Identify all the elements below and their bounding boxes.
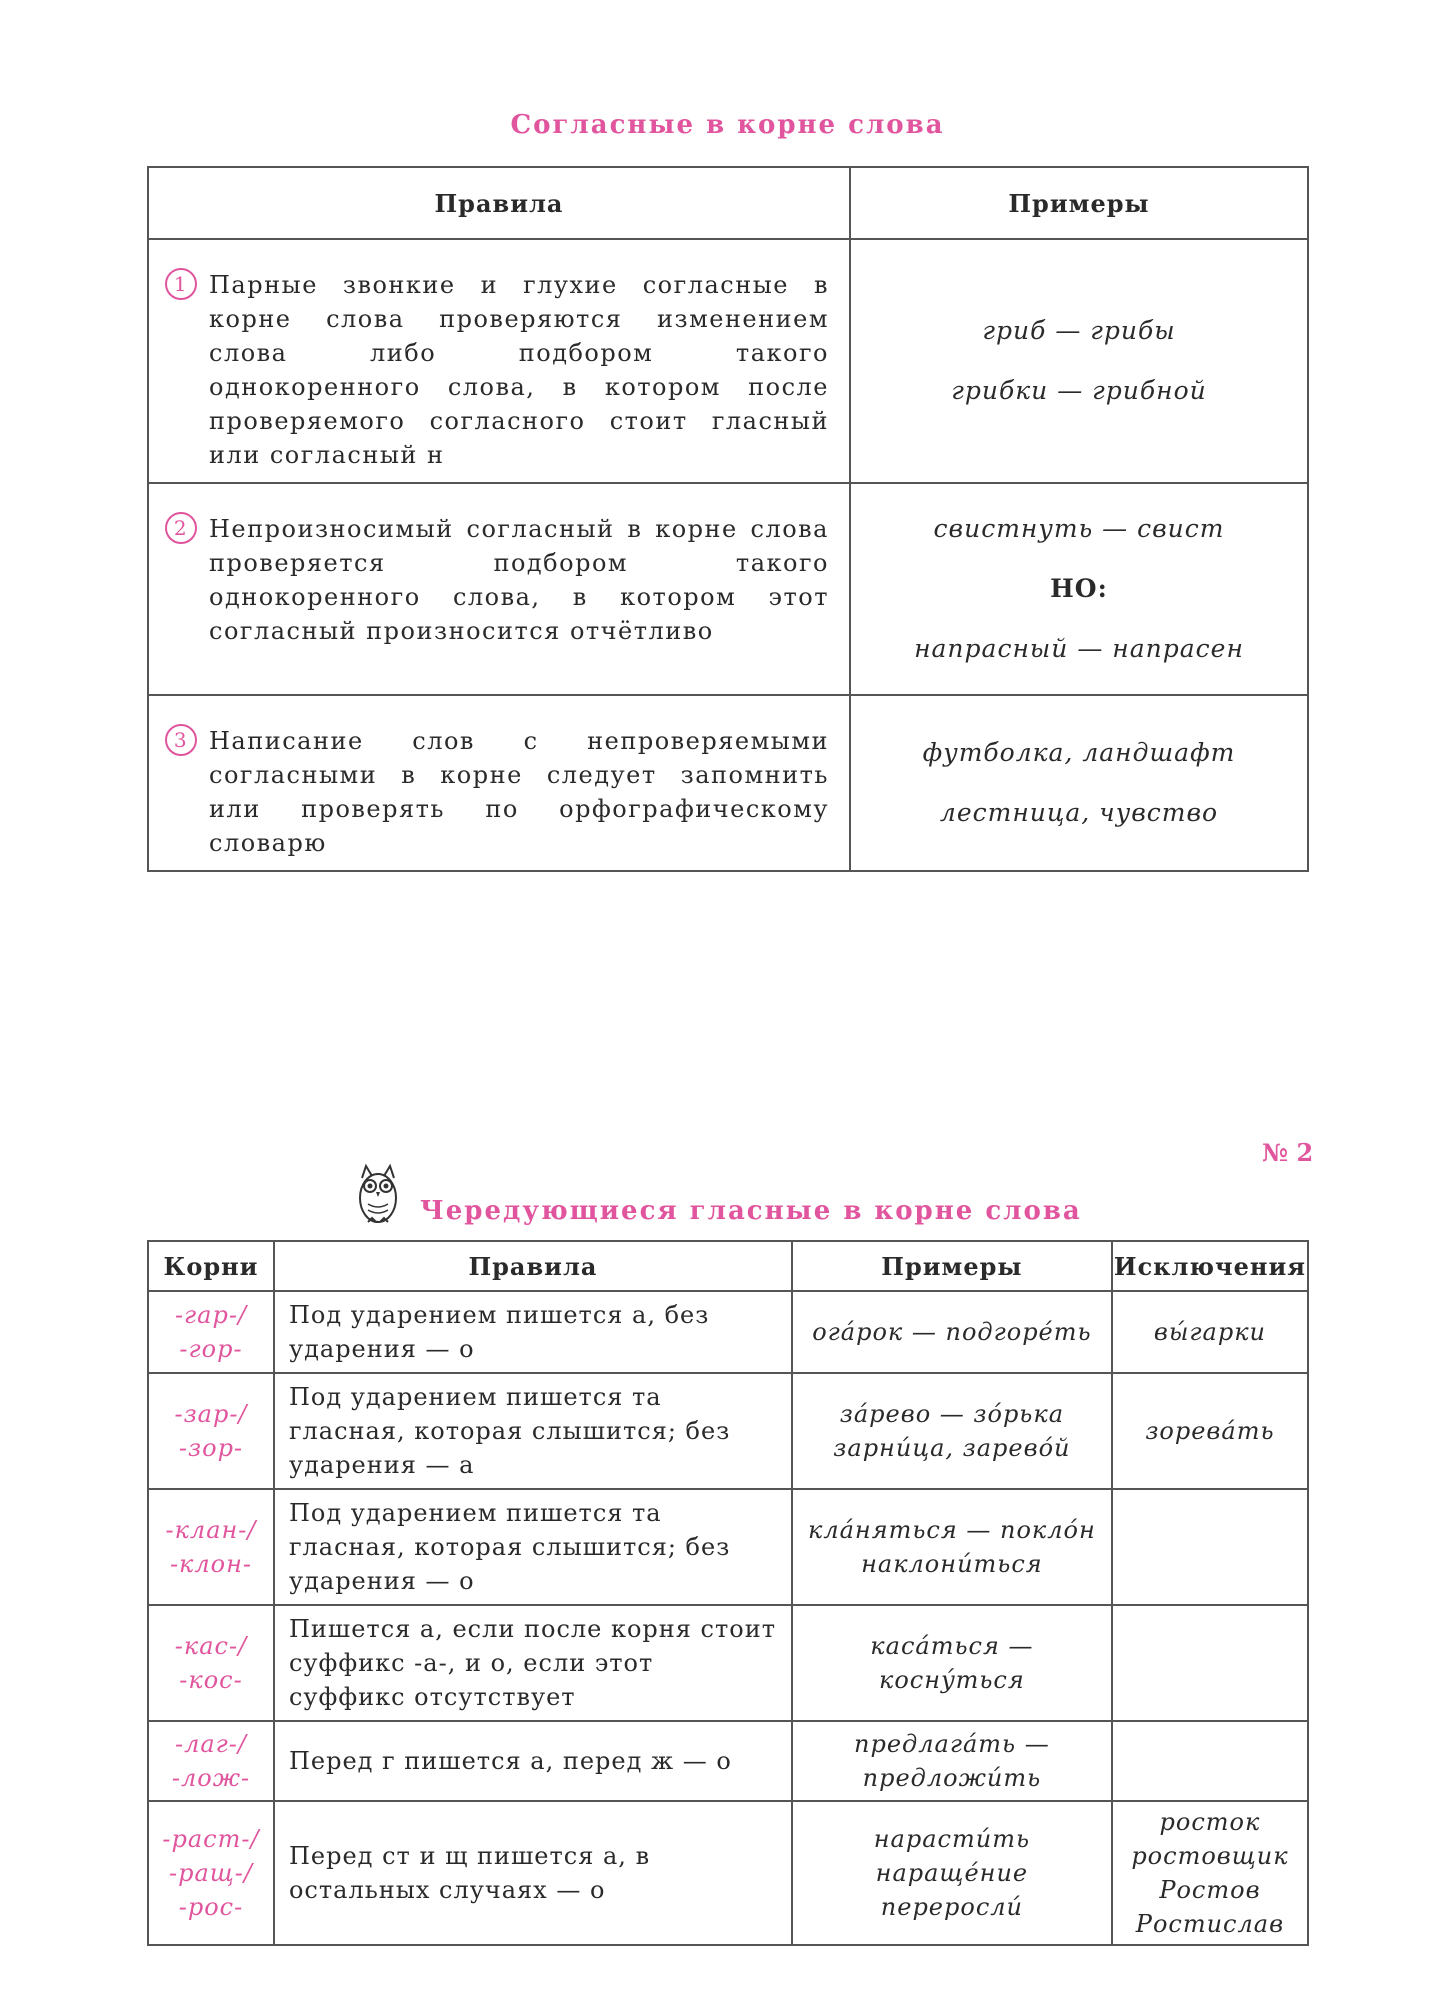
exception: вы́гарки [1153,1318,1266,1346]
rule-text: Перед ст и щ пишется а, в остальных случаях — о [274,1801,792,1945]
example: огáрок — подгорéть [812,1318,1092,1346]
col-roots: Корни [148,1241,274,1291]
example-but: НО: [1050,574,1108,603]
table-row [148,695,1308,871]
example: гриб — грибы [982,316,1176,345]
example: предложи́ть [862,1764,1042,1792]
example: касáться — [870,1632,1034,1660]
example: грибки — грибной [951,376,1207,405]
col-examples: Примеры [850,167,1308,239]
table-row [148,1373,1308,1489]
consonants-table [147,166,1309,872]
table-row [148,1721,1308,1801]
example: футболка, ландшафт [922,738,1236,767]
root: -зар-/ [174,1400,248,1428]
example: свистнуть — свист [933,514,1225,543]
root: -лаг-/ [174,1730,247,1758]
owl-icon [352,1160,404,1226]
example: предлагáть — [854,1730,1050,1758]
exception: зоревáть [1145,1417,1275,1445]
rule-number: 3 [165,724,197,756]
rule-text: Парные звонкие и глухие согласные в корне слова проверяются изменением слова либо подбором такого однокоренного слова, в котором после проверяемого согласного стоит гласный или согласный н [209,271,829,469]
rule-text: Пишется а, если после корня стоит суффикс -а-, и о, если этот суффикс отсутствует [274,1605,792,1721]
table-row [148,1801,1308,1945]
rule-text: Под ударением пишется а, без ударения — о [274,1291,792,1373]
example: наклони́ться [861,1550,1043,1578]
table-row [148,1489,1308,1605]
section1-title: Согласные в корне слова [510,110,945,140]
page-number: № 2 [1262,1138,1314,1167]
root: -кос- [179,1666,243,1694]
root: -гар-/ [174,1301,248,1329]
table-row [148,483,1308,695]
example: лестница, чувство [939,798,1219,827]
example: клáняться — поклóн [807,1516,1096,1544]
root: -ращ-/ [168,1859,253,1887]
rule-number: 2 [165,512,197,544]
rule-number: 1 [165,268,197,300]
rule-text: Написание слов с непроверяемыми согласными в корне следует запомнить или проверять по орфографическому словарю [209,727,829,857]
alternating-vowels-table [147,1240,1309,1946]
rule-text: Непроизносимый согласный в корне слова проверяется подбором такого однокоренного слова, в котором этот согласный произносится отчётливо [209,515,829,645]
col-examples: Примеры [792,1241,1112,1291]
root: -зор- [178,1434,244,1462]
col-rules: Правила [274,1241,792,1291]
rule-text: Перед г пишется а, перед ж — о [274,1721,792,1801]
col-rules: Правила [148,167,850,239]
example: зáрево — зóрька [839,1400,1065,1428]
rule-text: Под ударением пишется та гласная, которая слышится; без ударения — о [274,1489,792,1605]
exception: Ростов [1159,1876,1261,1904]
example: зарни́ца, заревóй [833,1434,1071,1462]
example: напрасный — напрасен [914,634,1244,663]
exception: росток [1159,1808,1261,1836]
root: -клон- [169,1550,253,1578]
example: нарасти́ть [873,1825,1031,1853]
example: переросли́ [880,1893,1023,1921]
table-row [148,1605,1308,1721]
root: -лож- [171,1764,251,1792]
root: -кас-/ [174,1632,248,1660]
exception: ростовщик [1131,1842,1289,1870]
root: -гор- [179,1335,243,1363]
rule-text: Под ударением пишется та гласная, которая слышится; без ударения — а [274,1373,792,1489]
table-row [148,1291,1308,1373]
exception: Ростислав [1135,1910,1285,1938]
table-row [148,239,1308,483]
root: -клан-/ [165,1516,257,1544]
root: -рос- [178,1893,244,1921]
col-exceptions: Исключения [1112,1241,1308,1291]
section2-title: Чередующиеся гласные в корне слова [420,1196,1082,1226]
example: коснýться [879,1666,1025,1694]
root: -раст-/ [162,1825,260,1853]
example: наращéние [875,1859,1029,1887]
